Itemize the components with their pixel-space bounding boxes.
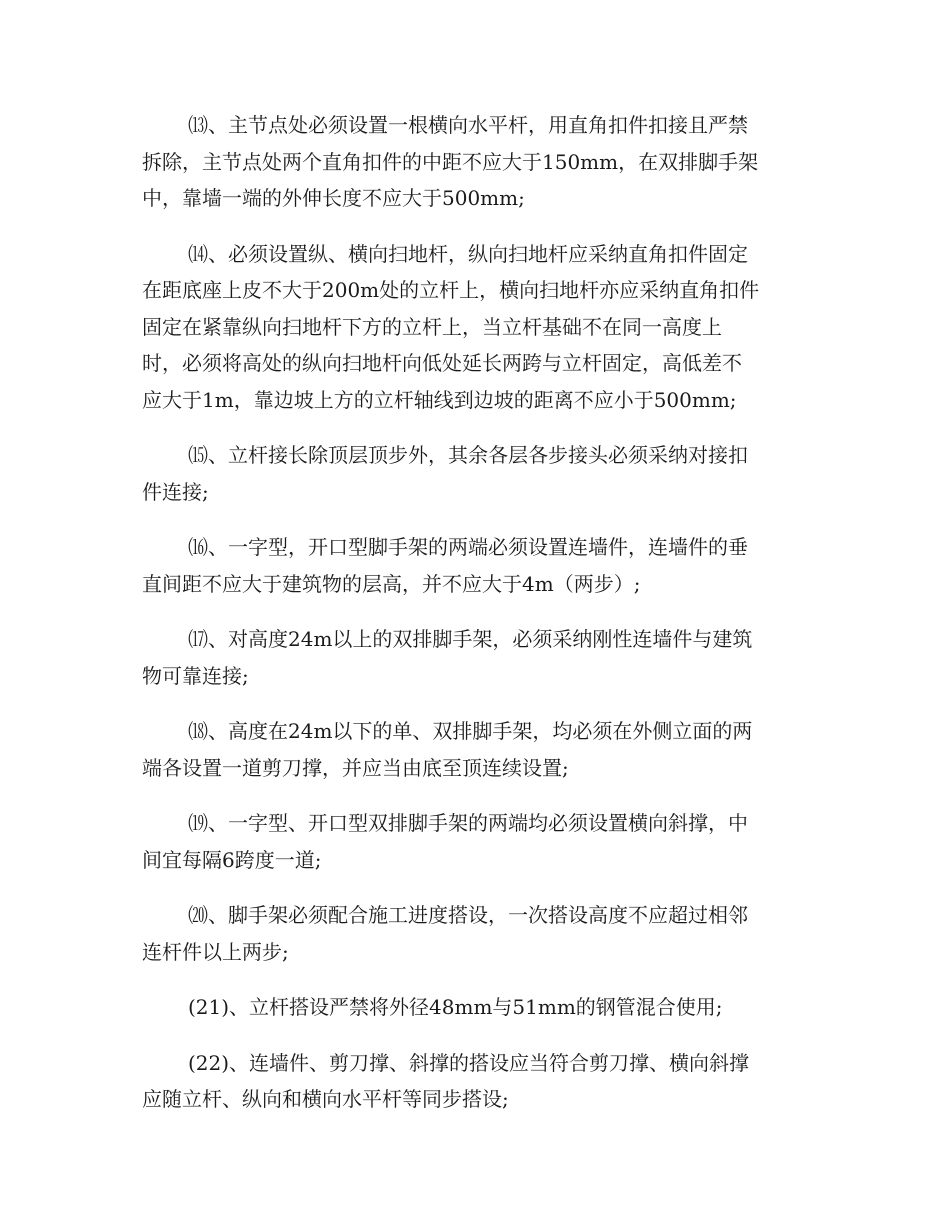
paragraph-16 xyxy=(142,529,810,602)
paragraph-17 xyxy=(142,621,810,694)
paragraph-line: (21)、立杆搭设严禁将外径48mm与51mm的钢管混合使用; xyxy=(188,995,723,1019)
paragraph-line: ⒆、一字型、开口型双排脚手架的两端均必须设置横向斜撑，中 xyxy=(188,811,748,835)
paragraph-13 xyxy=(142,107,810,217)
paragraph-line: ⒂、立杆接长除顶层顶步外，其余各层各步接头必须采纳对接扣 xyxy=(188,443,748,467)
paragraph-line: 拆除，主节点处两个直角扣件的中距不应大于150mm，在双排脚手架 xyxy=(142,149,759,174)
paragraph-line: ⒇、脚手架必须配合施工进度搭设，一次搭设高度不应超过相邻 xyxy=(188,903,748,927)
paragraph-22 xyxy=(142,1045,810,1118)
paragraph-line: 在距底座上皮不大于200m处的立杆上，横向扫地杆亦应采纳直角扣件 xyxy=(142,278,760,302)
paragraph-18 xyxy=(142,713,810,786)
paragraph-15 xyxy=(142,437,810,510)
paragraph-line: ⒃、一字型，开口型脚手架的两端必须设置连墙件，连墙件的垂 xyxy=(188,535,748,559)
paragraph-line: ⒄、对高度24m以上的双排脚手架，必须采纳刚性连墙件与建筑 xyxy=(188,627,753,651)
paragraph-line: 固定在紧靠纵向扫地杆下方的立杆上，当立杆基础不在同一高度上 xyxy=(142,314,722,339)
paragraph-14 xyxy=(142,236,810,419)
paragraph-line: ⒅、高度在24m以下的单、双排脚手架，均必须在外侧立面的两 xyxy=(188,719,753,743)
document-body xyxy=(142,107,810,1137)
paragraph-line: 端各设置一道剪刀撑，并应当由底至顶连续设置; xyxy=(142,755,569,780)
paragraph-line: 时，必须将高处的纵向扫地杆向低处延长两跨与立杆固定，高低差不 xyxy=(142,351,742,375)
paragraph-line: 件连接; xyxy=(142,479,209,504)
paragraph-line: 应大于1m，靠边坡上方的立杆轴线到边坡的距离不应小于500mm; xyxy=(142,387,737,412)
paragraph-20 xyxy=(142,897,810,970)
paragraph-21 xyxy=(142,989,810,1026)
paragraph-line: ⒁、必须设置纵、横向扫地杆，纵向扫地杆应采纳直角扣件固定 xyxy=(188,241,748,266)
paragraph-line: (22)、连墙件、剪刀撑、斜撑的搭设应当符合剪刀撑、横向斜撑 xyxy=(188,1050,750,1075)
paragraph-line: 中，靠墙一端的外伸长度不应大于500mm; xyxy=(142,186,525,210)
paragraph-line: 连杆件以上两步; xyxy=(142,939,289,964)
paragraph-line: 应随立杆、纵向和横向水平杆等同步搭设; xyxy=(142,1087,509,1111)
paragraph-line: 间宜每隔6跨度一道; xyxy=(142,847,322,872)
paragraph-line: 直间距不应大于建筑物的层高，并不应大于4m（两步）; xyxy=(142,571,641,596)
paragraph-line: 物可靠连接; xyxy=(142,663,249,688)
paragraph-19 xyxy=(142,805,810,878)
paragraph-line: ⒀、主节点处必须设置一根横向水平杆，用直角扣件扣接且严禁 xyxy=(188,113,748,137)
